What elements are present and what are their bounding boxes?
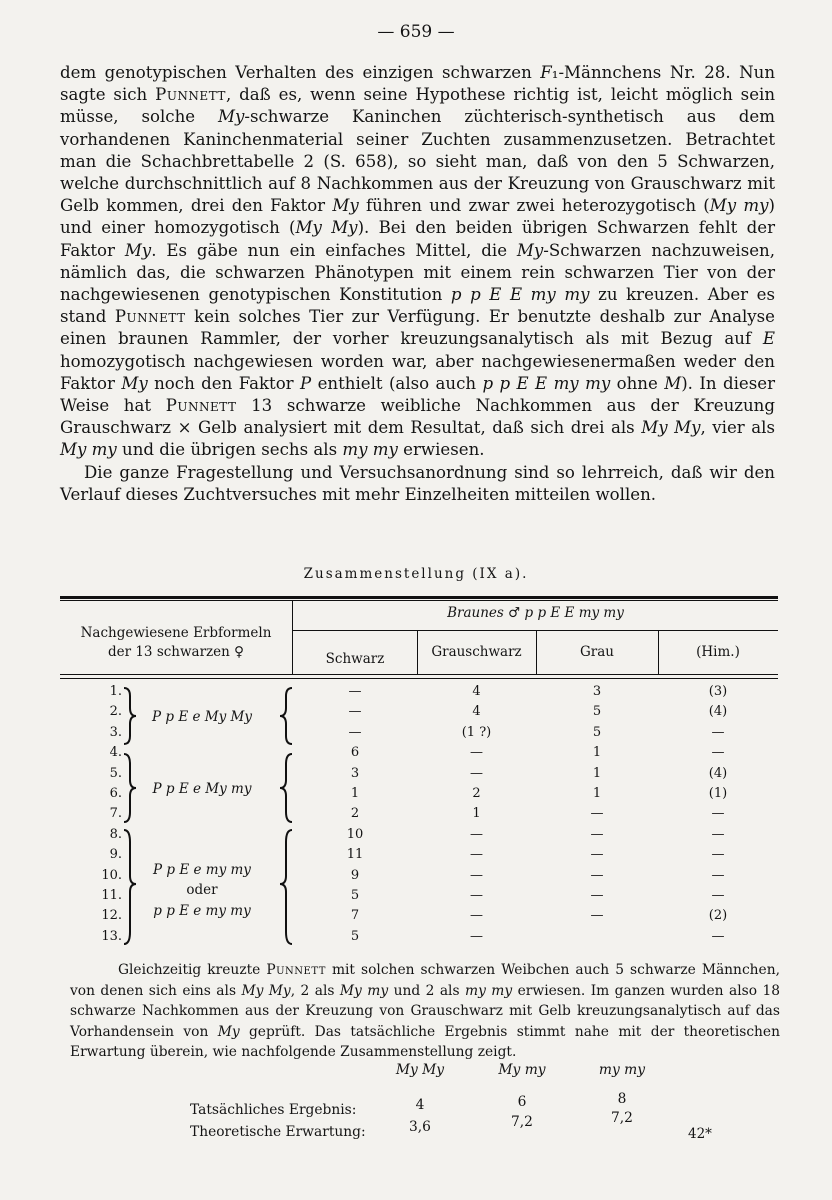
text-run: My my [339,982,389,999]
text-run: erwiesen. [397,440,485,460]
text-run: -Schwarzen nachzuweisen, nämlich das, die schwarzen Phänotypen mit einem rein schwarzen Tier von der nachgewiesenen genotypischen Konstitution [60,240,775,305]
table-cell-schwarz: 9 [350,867,360,883]
table-cell-schwarz: 10 [346,826,364,842]
text-run: F [540,63,552,82]
table-cell-grau: 5 [592,724,602,740]
formula-group-3c: p p E e my my [153,903,251,919]
table-cell-grauschwarz: — [470,765,483,781]
column-header-grau: Grau [580,644,614,660]
summary-actual-2: 6 [517,1094,527,1110]
table-cell-him: — [711,806,725,822]
summary-actual-1: 4 [415,1097,425,1113]
table-cell-grau: 3 [592,684,602,699]
text-run: dem genotypischen Verhalten des einzigen schwarzen [60,63,541,82]
paragraph-1 [60,62,775,462]
text-run: M [664,373,682,393]
row-number: 7. [109,806,122,822]
table-cell-him: — [711,826,725,842]
text-run: -schwarze Kaninchen züchterisch-synthetisch aus dem vorhandenen Kaninchenmaterial seiner Zuchten zusammenzusetzen. Betrachtet man die Schachbrettabelle 2 (S. 658), so sieht man, daß von den 5 Schwarzen, welche durchschnittlich auf 8 Nachkommen aus der Kreuzung von Grauschwarz mit Gelb kommen, drei den Faktor [60,107,775,216]
table-cell-grau: 5 [592,704,602,720]
text-run: My [516,240,544,260]
text-run: , 2 als [290,982,340,999]
table-cell-grau: 1 [592,765,602,781]
text-run: zu kreuzen. Aber es stand [60,285,775,327]
summary-table [190,1062,750,1152]
text-run: ). In dieser Weise hat [60,373,775,416]
summary-header-mymy-hom: My My [395,1062,445,1078]
row-number: 4. [109,745,122,761]
column-header-schwarz: Schwarz [325,651,385,667]
formula-group-3a: P p E e my my [153,862,251,878]
table-cell-schwarz: 1 [350,786,360,801]
table-cell-him: (4) [708,704,728,720]
text-run: P [300,373,312,393]
text-run: Punnett [155,85,226,105]
text-run: ohne [610,373,665,393]
column-header-him: (Him.) [696,644,740,660]
summary-actual-3: 8 [617,1091,627,1107]
row-number: 12. [101,908,122,924]
summary-label-expected: Theoretische Erwartung: [190,1124,366,1140]
table-cell-grauschwarz: — [470,928,483,944]
table-cell-grauschwarz: 4 [472,684,481,699]
table-cell-grauschwarz: — [470,908,483,924]
table-cell-him: (4) [708,765,728,781]
table-cell-him: — [711,928,725,944]
row-header-line-2: der 13 schwarzen ♀ [107,644,245,660]
text-run: Punnett [165,396,237,416]
summary-header-mymy-het: My my [498,1062,546,1078]
table-cell-grauschwarz: 4 [472,704,481,720]
text-run: My [218,107,245,127]
text-run: Punnett [266,962,326,978]
text-run: E [762,329,775,349]
table-caption: Zusammenstellung (IX a). [303,566,529,582]
text-run: p p E E my my [450,285,590,305]
table-cell-grau: — [590,908,604,924]
page-number: — 659 — [377,22,455,42]
text-run: geprüft. Das tatsächliche Ergebnis stimmt nahe mit der theoretischen Erwartung überein, wie nachfolgende Zusammenstellung zeigt. [70,1023,780,1060]
text-run: Gleichzeitig kreuzte [118,962,267,978]
row-number: 9. [109,847,122,863]
main-text [60,62,775,506]
summary-header-mymy-rec: my my [598,1062,646,1078]
table-cell-him: — [711,724,725,740]
text-run: My my [60,440,117,460]
table-cell-grauschwarz: (1 ?) [461,724,492,740]
text-run: my my [342,440,398,460]
table-cell-grauschwarz: — [470,888,483,903]
text-run: noch den Faktor [147,373,301,393]
table-cell-schwarz: 2 [350,806,360,822]
table-cell-him: — [711,745,725,761]
table-cell-him: — [711,888,725,903]
text-run: . Es gäbe nun ein einfaches Mittel, die [151,240,517,260]
table-cell-him: (1) [708,786,728,801]
table-cell-him: (2) [708,908,728,924]
paragraph-3 [70,960,780,1063]
table-cell-schwarz: 6 [350,745,360,761]
text-run: Punnett [114,307,186,327]
table-cell-grauschwarz: — [470,745,483,761]
table-cell-schwarz: — [348,724,362,740]
row-number: 8. [109,826,122,842]
text-run: kein solches Tier zur Verfügung. Er benutzte deshalb zur Analyse einen braunen Rammler, der vorher kreuzungsanalytisch als mit Bezug auf [60,307,775,349]
text-run: , vier als [700,418,775,438]
text-run: p p E E my my [482,373,611,393]
summary-expected-1: 3,6 [409,1119,431,1135]
table-cell-schwarz: 5 [350,928,360,944]
text-run: und 2 als [388,982,465,999]
table-cell-grauschwarz: 1 [472,806,481,822]
text-run: erwiesen. Im ganzen wurden also 18 schwarze Nachkommen aus der Kreuzung von Grauschwarz mit Gelb kreuzungsanalytisch auf das Vorhandensein von [70,982,780,1040]
table-cell-grau: — [590,847,604,863]
table-cell-grau: 1 [592,786,602,801]
text-run: homozygotisch nachgewiesen worden war, aber nachgewiesenermaßen weder den Faktor [60,351,775,393]
table-cell-schwarz: 5 [350,888,360,903]
formula-group-3b: oder [186,882,218,898]
text-run: und die übrigen sechs als [116,440,343,460]
table-cell-schwarz: — [348,704,362,720]
text-run: 13 schwarze weibliche Nachkommen aus der Kreuzung Grauschwarz × Gelb analysiert mit dem Resultat, daß sich drei als [60,396,775,438]
row-number: 11. [101,888,122,903]
text-run: My My [241,982,291,999]
formula-group-2: P p E e My my [152,781,252,797]
text-run: ₁-Männchens Nr. 28. Nun sagte sich [60,63,776,105]
table-cell-grauschwarz: — [470,847,483,863]
row-number: 2. [109,704,122,720]
row-header-line-1: Nachgewiesene Erbformeln [80,625,272,641]
text-run: ). Bei den beiden übrigen Schwarzen fehlt der Faktor [60,218,775,260]
table-cell-him: (3) [708,684,728,699]
table-cell-schwarz: — [348,684,362,699]
lower-text [70,960,780,1063]
table-cell-grauschwarz: — [470,867,483,883]
summary-label-actual: Tatsächliches Ergebnis: [190,1102,357,1118]
table-cell-grauschwarz: 2 [472,786,481,801]
table-cell-schwarz: 3 [350,765,360,781]
text-run: führen und zwar zwei heterozygotisch ( [358,196,710,216]
paragraph-2: Die ganze Fragestellung und Versuchsanordnung sind so lehrreich, daß wir den Verlauf dieses Zuchtversuches mit mehr Einzelheiten mitteilen wollen. [60,462,775,504]
text-run: enthielt (also auch [311,373,483,393]
text-run: My My [295,218,358,238]
table-cell-him: — [711,867,725,883]
text-run: My [124,240,152,260]
row-number: 6. [109,786,122,801]
table-cell-grau: 1 [592,745,602,761]
table-cell-grau: — [590,826,604,842]
table-cell-schwarz: 7 [350,908,360,924]
column-header-grauschwarz: Grauschwarz [431,644,522,660]
group-header: Braunes ♂ p p E E my my [447,605,624,621]
text-run: ) und einer homozygotisch ( [60,196,775,238]
text-run: My [121,373,148,393]
text-run: My My [641,418,701,438]
row-number: 5. [109,765,122,781]
row-number: 13. [101,928,122,944]
table-cell-him: — [711,847,725,863]
formula-group-1: P p E e My My [152,709,252,725]
table-cell-grau: — [590,867,604,883]
text-run: , daß es, wenn seine Hypothese richtig ist, leicht möglich sein müsse, solche [60,85,776,127]
text-run: My [332,196,359,216]
table-cell-grau: — [590,888,604,903]
row-number: 1. [109,684,122,699]
table-cell-grauschwarz: — [470,826,483,842]
data-table [60,596,778,956]
text-run: my my [465,982,513,999]
table-cell-schwarz: 11 [346,847,364,863]
summary-expected-2: 7,2 [511,1114,533,1130]
text-run: mit solchen schwarzen Weibchen auch 5 schwarze Männchen, von denen sich eins als [70,962,780,999]
table-cell-grau: — [590,806,604,822]
text-run: My [217,1023,240,1040]
summary-expected-3: 7,2 [611,1110,633,1126]
row-number: 10. [101,867,122,883]
signature-mark: 42* [688,1126,712,1142]
text-run: My my [709,196,769,216]
row-number: 3. [109,724,122,740]
